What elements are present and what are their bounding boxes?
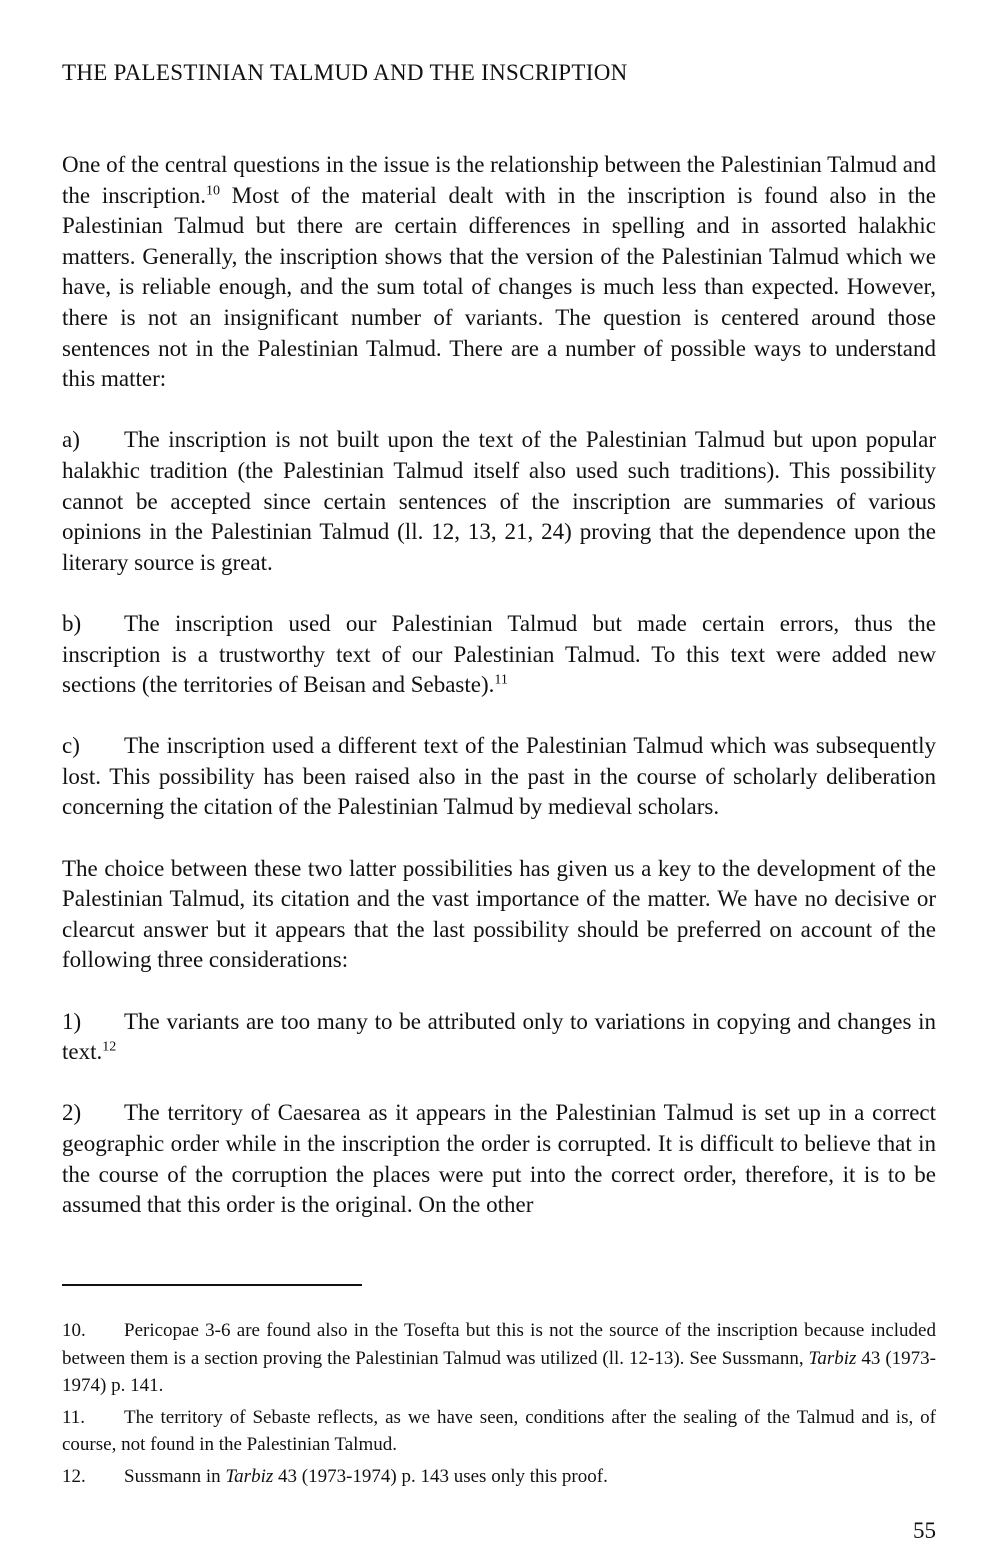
footnote-text: Pericopae 3-6 are found also in the Tosefta but this is not the source of the inscription because included between them is a section proving the Palestinian Talmud was utilized (ll. 12-13). See Sussmann,: [62, 1320, 936, 1369]
option-c-text: The inscription used a different text of the Palestinian Talmud which was subsequently lost. This possibility has been raised also in the past in the course of scholarly deliberation concerning the citation of the Palestinian Talmud by medieval scholars.: [62, 733, 936, 820]
footnote-ref-10[interactable]: 10: [205, 182, 220, 198]
footnote-number: 12.: [62, 1465, 86, 1487]
footnote-ref-12[interactable]: 12: [102, 1039, 117, 1055]
footnote-11: [62, 1404, 936, 1459]
footnote-divider: [62, 1284, 362, 1286]
option-b-text: The inscription used our Palestinian Talmud but made certain errors, thus the inscription is a trustworthy text of our Palestinian Talmud. To this text were added new sections (the territories of Beisan and Sebaste).: [62, 610, 936, 698]
option-a-text: The inscription is not built upon the text of the Palestinian Talmud but upon popular halakhic tradition (the Palestinian Talmud itself also used such traditions). This possibility cannot be accepted since certain sentences of the inscription are summaries of various opinions in the Palestinian Talmud (ll. 12, 13, 21, 24) proving that the dependence upon the literary source is great.: [62, 427, 936, 575]
footnote-journal-title: Tarbiz: [808, 1347, 857, 1369]
footnotes: [62, 1317, 936, 1494]
option-a: [62, 425, 936, 578]
consideration-2-label: 2): [62, 1100, 82, 1126]
consideration-2-text: The territory of Caesarea as it appears in the Palestinian Talmud is set up in a correct geographic order while in the inscription the order is corrupted. It is difficult to believe that in the course of the corruption the places were put into the correct order, therefore, it is to be assumed that this order is the original. On the other: [62, 1100, 936, 1218]
consideration-2: [62, 1098, 936, 1220]
option-a-label: a): [62, 427, 80, 453]
footnote-10: [62, 1317, 936, 1400]
footnote-journal-title: Tarbiz: [225, 1465, 274, 1487]
footnote-text-end: 43 (1973-1974) p. 143 uses only this proof.: [273, 1465, 608, 1487]
consideration-1-text: The variants are too many to be attributed only to variations in copying and changes in text.: [62, 1008, 936, 1065]
footnote-number: 11.: [62, 1406, 86, 1428]
footnote-text-end: 43 (1973-1974) p. 141.: [62, 1347, 937, 1396]
footnote-text: Sussmann in: [124, 1465, 226, 1487]
footnote-12: [62, 1463, 936, 1491]
page-number: 55: [913, 1518, 936, 1543]
footnote-ref-11[interactable]: 11: [494, 672, 508, 688]
footnote-text: The territory of Sebaste reflects, as we have seen, conditions after the sealing of the Talmud and is, of course, not found in the Palestinian Talmud.: [62, 1406, 936, 1455]
running-header: THE PALESTINIAN TALMUD AND THE INSCRIPTION: [62, 60, 628, 85]
option-c: [62, 731, 936, 823]
option-b: [62, 609, 936, 701]
body-text: [62, 150, 936, 1251]
intro-paragraph: [62, 150, 936, 395]
option-c-label: c): [62, 733, 80, 759]
choice-paragraph: The choice between these two latter possibilities has given us a key to the development of the Palestinian Talmud, its citation and the vast importance of the matter. We have no decisive or clearcut answer but it appears that the last possibility should be preferred on account of the following three considerations:: [62, 855, 936, 973]
option-b-label: b): [62, 610, 82, 636]
footnote-number: 10.: [62, 1320, 86, 1341]
intro-text-1: One of the central questions in the issue is the relationship between the Palestinian Talmud and the inscription.: [62, 152, 936, 208]
consideration-1: [62, 1007, 936, 1068]
consideration-1-label: 1): [62, 1008, 82, 1034]
intro-text-2: Most of the material dealt with in the inscription is found also in the Palestinian Talmud but there are certain differences in spelling and in assorted halakhic matters. Generally, the inscription shows that the version of the Palestinian Talmud which we have, is reliable enough, and the sum total of changes is much less than expected. However, there is not an insignificant number of variants. The question is centered around those sentences not in the Palestinian Talmud. There are a number of possible ways to understand this matter:: [62, 182, 936, 392]
